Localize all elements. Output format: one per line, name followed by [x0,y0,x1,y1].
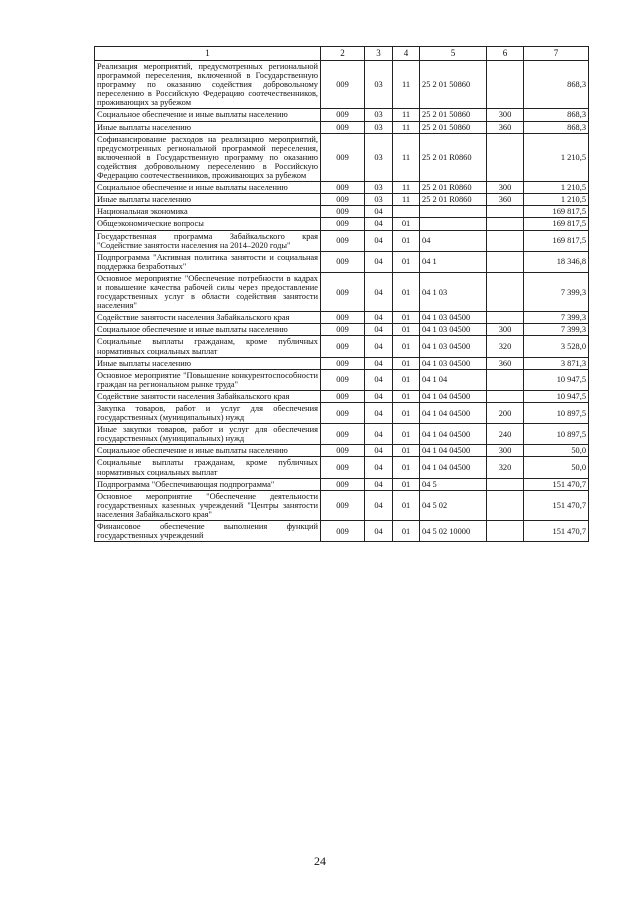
row-name: Социальное обеспечение и иные выплаты населению [95,182,321,194]
row-name: Содействие занятости населения Забайкальского края [95,390,321,402]
grbs-code: 009 [321,490,365,520]
target-article-code: 04 1 04 04500 [420,403,487,424]
amount: 151 470,7 [524,478,589,490]
subsection-code: 01 [393,357,420,369]
grbs-code: 009 [321,133,365,181]
grbs-code: 009 [321,457,365,478]
section-code: 03 [365,109,393,121]
subsection-code: 11 [393,133,420,181]
amount: 10 947,5 [524,369,589,390]
target-article-code: 25 2 01 50860 [420,121,487,133]
amount: 18 346,8 [524,251,589,272]
amount: 50,0 [524,445,589,457]
subsection-code: 11 [393,182,420,194]
grbs-code: 009 [321,182,365,194]
subsection-code: 01 [393,324,420,336]
subsection-code: 01 [393,272,420,311]
target-article-code: 04 5 [420,478,487,490]
grbs-code: 009 [321,478,365,490]
target-article-code: 04 1 04 04500 [420,424,487,445]
target-article-code: 04 1 04 [420,369,487,390]
grbs-code: 009 [321,206,365,218]
grbs-code: 009 [321,194,365,206]
target-article-code: 04 1 03 04500 [420,324,487,336]
expense-type-code [487,521,524,542]
target-article-code: 25 2 01 50860 [420,61,487,109]
subsection-code: 01 [393,445,420,457]
table-row [95,61,589,109]
amount: 868,3 [524,109,589,121]
subsection-code: 01 [393,424,420,445]
target-article-code: 25 2 01 R0860 [420,133,487,181]
target-article-code: 04 1 03 04500 [420,336,487,357]
grbs-code: 009 [321,121,365,133]
row-name: Софинансирование расходов на реализацию мероприятий, предусмотренных региональной программой переселения, включенной в Государственную программу по оказанию содействия добровольному переселению в Российскую Федерацию соотечественников, проживающих за рубежом [95,133,321,181]
target-article-code: 04 1 04 04500 [420,390,487,402]
amount: 10 897,5 [524,424,589,445]
target-article-code: 04 1 03 04500 [420,357,487,369]
subsection-code: 01 [393,369,420,390]
table-row [95,445,589,457]
amount: 868,3 [524,61,589,109]
grbs-code: 009 [321,390,365,402]
amount: 10 947,5 [524,390,589,402]
grbs-code: 009 [321,369,365,390]
amount: 7 399,3 [524,312,589,324]
table-row [95,194,589,206]
section-code: 04 [365,490,393,520]
header-cell: 6 [487,47,524,61]
table-row [95,272,589,311]
table-row [95,182,589,194]
table-row [95,251,589,272]
subsection-code [393,206,420,218]
grbs-code: 009 [321,403,365,424]
table-row [95,390,589,402]
table-row [95,357,589,369]
section-code: 04 [365,478,393,490]
expense-type-code: 360 [487,357,524,369]
table-row [95,324,589,336]
grbs-code: 009 [321,272,365,311]
subsection-code: 11 [393,121,420,133]
section-code: 03 [365,182,393,194]
subsection-code: 11 [393,194,420,206]
expense-type-code [487,206,524,218]
section-code: 04 [365,369,393,390]
amount: 169 817,5 [524,218,589,230]
budget-table [94,46,589,542]
expense-type-code [487,312,524,324]
target-article-code: 25 2 01 50860 [420,109,487,121]
subsection-code: 01 [393,490,420,520]
table-row [95,490,589,520]
grbs-code: 009 [321,218,365,230]
grbs-code: 009 [321,445,365,457]
row-name: Закупка товаров, работ и услуг для обеспечения государственных (муниципальных) нужд [95,403,321,424]
row-name: Социальное обеспечение и иные выплаты населению [95,109,321,121]
table-row [95,521,589,542]
row-name: Социальные выплаты гражданам, кроме публичных нормативных социальных выплат [95,457,321,478]
section-code: 04 [365,336,393,357]
amount: 151 470,7 [524,521,589,542]
section-code: 03 [365,61,393,109]
header-cell: 4 [393,47,420,61]
section-code: 03 [365,194,393,206]
section-code: 04 [365,521,393,542]
grbs-code: 009 [321,61,365,109]
section-code: 04 [365,390,393,402]
subsection-code: 01 [393,336,420,357]
target-article-code: 04 5 02 10000 [420,521,487,542]
expense-type-code [487,230,524,251]
row-name: Основное мероприятие "Обеспечение потребности в кадрах и повышение качества рабочей силы через предоставление государственных услуг в области содействия занятости населения" [95,272,321,311]
header-cell: 5 [420,47,487,61]
expense-type-code: 240 [487,424,524,445]
table-row [95,230,589,251]
expense-type-code: 320 [487,336,524,357]
amount: 7 399,3 [524,324,589,336]
section-code: 04 [365,230,393,251]
grbs-code: 009 [321,424,365,445]
section-code: 04 [365,218,393,230]
section-code: 04 [365,424,393,445]
table-row [95,403,589,424]
target-article-code [420,206,487,218]
row-name: Подпрограмма "Активная политика занятости и социальная поддержка безработных" [95,251,321,272]
grbs-code: 009 [321,230,365,251]
expense-type-code: 300 [487,182,524,194]
target-article-code: 04 1 [420,251,487,272]
row-name: Основное мероприятие "Повышение конкурентоспособности граждан на региональном рынке труда" [95,369,321,390]
table-row [95,218,589,230]
row-name: Иные выплаты населению [95,194,321,206]
expense-type-code [487,490,524,520]
amount: 151 470,7 [524,490,589,520]
table-row [95,109,589,121]
target-article-code: 25 2 01 R0860 [420,182,487,194]
expense-type-code [487,478,524,490]
subsection-code: 01 [393,312,420,324]
expense-type-code [487,133,524,181]
section-code: 04 [365,445,393,457]
section-code: 04 [365,312,393,324]
grbs-code: 009 [321,312,365,324]
page-number: 24 [314,854,326,868]
amount: 868,3 [524,121,589,133]
row-name: Подпрограмма "Обеспечивающая подпрограмма" [95,478,321,490]
header-cell: 3 [365,47,393,61]
amount: 3 871,3 [524,357,589,369]
expense-type-code [487,251,524,272]
header-cell: 2 [321,47,365,61]
target-article-code: 04 1 03 04500 [420,312,487,324]
expense-type-code [487,390,524,402]
section-code: 04 [365,272,393,311]
row-name: Национальная экономика [95,206,321,218]
table-row [95,206,589,218]
target-article-code: 04 5 02 [420,490,487,520]
expense-type-code: 300 [487,324,524,336]
expense-type-code: 300 [487,445,524,457]
expense-type-code: 320 [487,457,524,478]
row-name: Государственная программа Забайкальского края "Содействие занятости населения на 2014–2020 годы" [95,230,321,251]
row-name: Реализация мероприятий, предусмотренных региональной программой переселения, включенной в Государственную программу по оказанию содействия добровольному переселению в Российскую Федерацию соотечественников, проживающих за рубежом [95,61,321,109]
expense-type-code: 200 [487,403,524,424]
table-row [95,336,589,357]
grbs-code: 009 [321,251,365,272]
row-name: Социальное обеспечение и иные выплаты населению [95,324,321,336]
expense-type-code [487,61,524,109]
section-code: 04 [365,324,393,336]
header-cell: 7 [524,47,589,61]
grbs-code: 009 [321,109,365,121]
target-article-code: 04 1 04 04500 [420,445,487,457]
amount: 169 817,5 [524,206,589,218]
amount: 7 399,3 [524,272,589,311]
subsection-code: 01 [393,230,420,251]
section-code: 03 [365,121,393,133]
amount: 3 528,0 [524,336,589,357]
grbs-code: 009 [321,336,365,357]
table-row [95,478,589,490]
target-article-code: 04 1 03 [420,272,487,311]
row-name: Иные выплаты населению [95,121,321,133]
row-name: Социальные выплаты гражданам, кроме публичных нормативных социальных выплат [95,336,321,357]
expense-type-code: 360 [487,194,524,206]
row-name: Иные закупки товаров, работ и услуг для обеспечения государственных (муниципальных) нужд [95,424,321,445]
subsection-code: 01 [393,390,420,402]
section-code: 04 [365,251,393,272]
subsection-code: 01 [393,251,420,272]
expense-type-code: 300 [487,109,524,121]
section-code: 03 [365,133,393,181]
row-name: Социальное обеспечение и иные выплаты населению [95,445,321,457]
amount: 169 817,5 [524,230,589,251]
grbs-code: 009 [321,357,365,369]
table-row [95,133,589,181]
row-name: Общеэкономические вопросы [95,218,321,230]
section-code: 04 [365,457,393,478]
grbs-code: 009 [321,521,365,542]
row-name: Финансовое обеспечение выполнения функций государственных учреждений [95,521,321,542]
amount: 10 897,5 [524,403,589,424]
subsection-code: 01 [393,218,420,230]
expense-type-code [487,218,524,230]
subsection-code: 11 [393,61,420,109]
expense-type-code: 360 [487,121,524,133]
table-row [95,424,589,445]
table-row [95,312,589,324]
subsection-code: 01 [393,521,420,542]
subsection-code: 01 [393,403,420,424]
subsection-code: 01 [393,478,420,490]
target-article-code: 04 [420,230,487,251]
subsection-code: 11 [393,109,420,121]
section-code: 04 [365,357,393,369]
table-header-row [95,47,589,61]
target-article-code: 25 2 01 R0860 [420,194,487,206]
section-code: 04 [365,403,393,424]
expense-type-code [487,272,524,311]
amount: 1 210,5 [524,194,589,206]
amount: 50,0 [524,457,589,478]
row-name: Иные выплаты населению [95,357,321,369]
expense-type-code [487,369,524,390]
target-article-code: 04 1 04 04500 [420,457,487,478]
header-cell: 1 [95,47,321,61]
row-name: Основное мероприятие "Обеспечение деятельности государственных казенных учреждений "Центры занятости населения Забайкальского края" [95,490,321,520]
subsection-code: 01 [393,457,420,478]
target-article-code [420,218,487,230]
amount: 1 210,5 [524,133,589,181]
grbs-code: 009 [321,324,365,336]
row-name: Содействие занятости населения Забайкальского края [95,312,321,324]
amount: 1 210,5 [524,182,589,194]
table-row [95,457,589,478]
table-row [95,121,589,133]
section-code: 04 [365,206,393,218]
table-row [95,369,589,390]
